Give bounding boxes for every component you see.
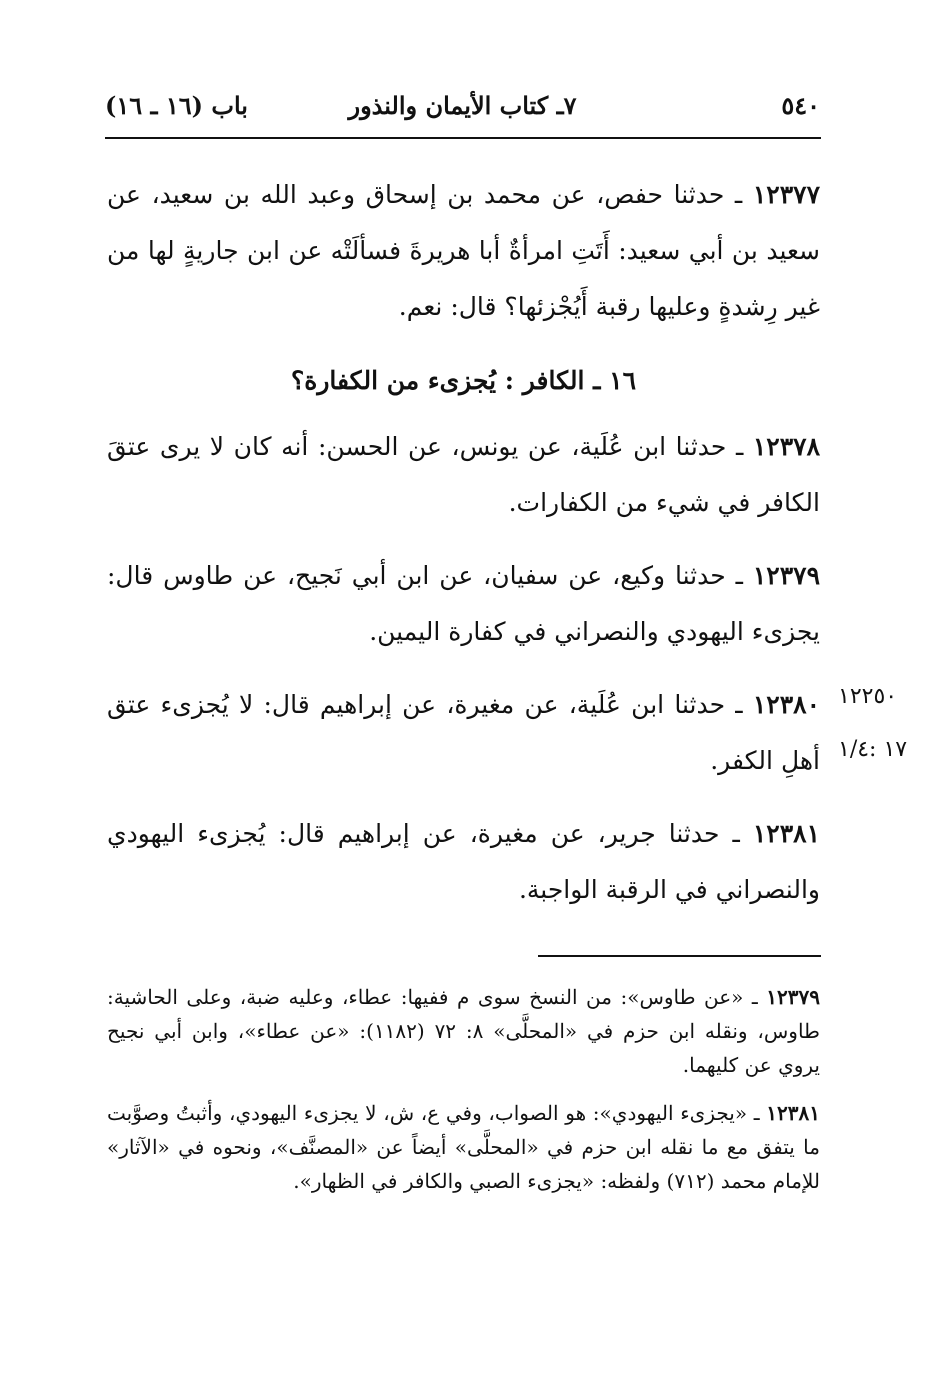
hadith-12377 bbox=[107, 167, 820, 335]
hadith-12380 bbox=[107, 677, 820, 789]
page-header bbox=[105, 88, 820, 124]
footnote-number: ١٢٣٧٩ bbox=[766, 985, 820, 1009]
footnote-12381 bbox=[107, 1096, 820, 1198]
hadith-text: ـ حدثنا جرير، عن مغيرة، عن إبراهيم قال: يُجزىء اليهودي والنصراني في الرقبة الواجبة. bbox=[107, 819, 820, 904]
hadith-number: ١٢٣٧٩ bbox=[752, 561, 820, 590]
footnote-number: ١٢٣٨١ bbox=[766, 1101, 820, 1125]
footnote-text: ـ «يجزىء اليهودي»: هو الصواب، وفي ع، ش، لا يجزىء اليهودي، وأثبتُ وصوَّبت ما يتفق مع ما نقله ابن حزم في «المحلَّى» أيضاً عن «المصنَّف»، ونحوه في «الآثار» للإمام محمد (٧١٢) ولفظه: «يجزىء الصبي والكافر في الظهار». bbox=[107, 1101, 820, 1193]
chapter-title: ٧ـ كتاب الأيمان والنذور bbox=[348, 91, 577, 120]
footnote-text: ـ «عن طاوس»: من النسخ سوى م ففيها: عطاء، وعليه ضبة، وعلى الحاشية: طاوس، ونقله ابن حزم في «المحلَّى» ٨: ٧٢ (١١٨٢): «عن عطاء»، وابن أبي نجيح يروي عن كليهما. bbox=[107, 985, 820, 1077]
footnote-12379 bbox=[107, 980, 820, 1082]
hadith-number: ١٢٣٧٨ bbox=[752, 432, 820, 461]
hadith-12378 bbox=[107, 419, 820, 531]
hadith-number: ١٢٣٧٧ bbox=[752, 180, 820, 209]
hadith-12381 bbox=[107, 806, 820, 918]
header-divider bbox=[105, 137, 821, 139]
hadith-text: ـ حدثنا ابن عُلَية، عن يونس، عن الحسن: أنه كان لا يرى عتقَ الكافر في شيء من الكفارات. bbox=[107, 432, 820, 517]
hadith-text: ـ حدثنا وكيع، عن سفيان، عن ابن أبي نَجيح، عن طاوس قال: يجزىء اليهودي والنصراني في كفارة اليمين. bbox=[107, 561, 820, 646]
hadith-number: ١٢٣٨٠ bbox=[752, 690, 820, 719]
hadith-12379 bbox=[107, 548, 820, 660]
margin-volume-page: ١٧ :١/٤ bbox=[838, 737, 908, 762]
hadith-text: ـ حدثنا ابن عُلَية، عن مغيرة، عن إبراهيم قال: لا يُجزىء عتق أهلِ الكفر. bbox=[107, 690, 820, 775]
page-number: ٥٤٠ bbox=[781, 91, 820, 120]
margin-reference-number: ١٢٢٥٠ bbox=[838, 684, 898, 709]
hadith-number: ١٢٣٨١ bbox=[752, 819, 820, 848]
main-text bbox=[107, 167, 820, 918]
section-heading: ١٦ ـ الكافر : يُجزىء من الكفارة؟ bbox=[290, 366, 637, 395]
footnotes bbox=[107, 980, 820, 1198]
hadith-text: ـ حدثنا حفص، عن محمد بن إسحاق وعبد الله بن سعيد، عن سعيد بن أبي سعيد: أَتَتِ امرأةٌ أبا هريرةَ فسألَتْه عن ابن جاريةٍ لها من غير رِشدةٍ وعليها رقبة أَيُجْزئها؟ قال: نعم. bbox=[107, 180, 820, 321]
section-range: باب (١٦ ـ ١٦) bbox=[105, 91, 248, 120]
footnote-divider bbox=[538, 955, 821, 957]
